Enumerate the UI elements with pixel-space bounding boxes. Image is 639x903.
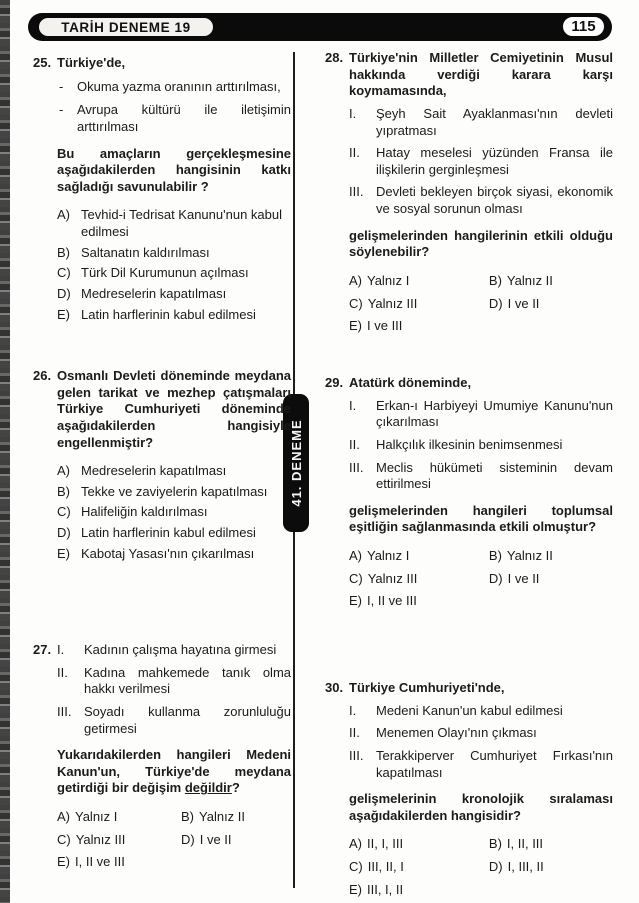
option-letter: A) [349,548,362,563]
option [349,548,489,565]
deneme-side-tab: 41. DENEME [283,394,309,532]
option-letter: C) [349,570,363,586]
question-29 [325,375,613,610]
options-list [57,207,291,323]
item-numeral: I. [57,642,65,657]
option-text: III, II, I [367,859,404,874]
item-numeral: II. [349,436,360,452]
option-text: Yalnız II [506,548,553,563]
question-lead: Osmanlı Devleti döneminde meydana gelen tarikat ve mezhep çatışmaları Türkiye Cumhuriyeti döneminde aşağıdakilerden hangisiyle engellenmiştir? [57,368,291,450]
list-item [57,704,291,737]
option-letter: E) [57,545,70,561]
option [181,832,291,849]
option-letter: B) [488,836,502,852]
item-numeral: III. [349,747,364,763]
item-text: Erkan-ı Harbiyeyi Umumiye Kanunu'nun çıkarılması [376,397,613,430]
option-text: Yalnız III [75,831,126,847]
list-item [349,437,613,454]
question-stem: gelişmelerinden hangileri toplumsal eşitliğin sağlanmasında etkili olmuştur? [349,502,613,535]
question-lead: Atatürk döneminde, [349,375,472,390]
options-list [57,463,291,562]
item-text: Kadına mahkemede tanık olma hakkı verilmesi [84,664,291,697]
item-text: Menemen Olayı'nın çıkması [376,725,537,741]
option [57,504,291,521]
option-letter: B) [488,548,502,563]
item-text: Devleti bekleyen birçok siyasi, ekonomik ve sosyal sorunun olması [376,184,613,216]
option-letter: C) [57,265,71,281]
list-item [57,665,291,698]
option [489,859,613,876]
list-item [349,145,613,178]
option-letter: D) [57,285,71,301]
question-stem: gelişmelerinden hangilerinin etkili olduğu söylenebilir? [349,227,613,260]
option-letter: A) [57,463,70,479]
header-banner [28,13,612,41]
option-letter: C) [349,859,363,874]
item-numeral: III. [349,459,364,475]
stem-underlined-word: değildir [184,780,232,796]
question-stem: gelişmelerinin kronolojik sıralaması aşağıdakilerden hangisidir? [349,791,613,823]
option [181,809,291,826]
item-numeral: II. [349,145,360,161]
option [489,571,613,588]
option-text: I, III, II [507,859,544,874]
option-letter: D) [181,831,195,847]
list-item [349,703,613,720]
question-number: 27. [33,642,52,657]
option-letter: C) [57,831,71,847]
option [349,273,489,290]
option-letter: E) [349,881,362,897]
question-lead: Türkiye'de, [57,55,126,70]
item-numeral: II. [349,725,360,741]
option-text: Yalnız I [367,548,410,563]
option-text: I ve II [507,570,540,586]
option-text: I, II ve III [367,593,417,609]
option-text: Medreselerin kapatılması [81,463,227,479]
option-text: Tekke ve zaviyelerin kapatılması [81,483,268,499]
item-text: Medeni Kanun'un kabul edilmesi [376,702,563,718]
option-text: I ve II [199,831,232,847]
option-text: Kabotaj Yasası'nın çıkarılması [81,545,255,561]
binding-edge [0,0,10,903]
list-item [349,725,613,742]
option-letter: E) [349,318,362,334]
option-text: I, II ve III [75,854,125,870]
option [349,593,489,610]
item-text: Şeyh Sait Ayaklanması'nın devleti yıpratması [376,105,613,138]
option-text: Yalnız II [506,272,553,288]
bullet-item [57,79,291,96]
option-letter: B) [488,272,502,288]
option-letter: A) [349,272,362,288]
bullet-item [57,102,291,135]
option [349,836,489,853]
option [349,859,489,876]
question-stem [57,747,291,797]
option-letter: C) [349,295,363,311]
list-item [349,748,613,781]
exam-title: TARİH DENEME 19 [37,16,215,38]
item-text: Hatay meselesi yüzünden Fransa ile ilişkilerin gerginleşmesi [376,145,613,177]
option-letter: E) [349,593,362,609]
item-numeral: II. [57,664,68,680]
list-item [349,184,613,217]
option-text: Latin harflerinin kabul edilmesi [81,525,256,540]
option [489,296,613,313]
bullet-marker: - [59,78,64,94]
option [57,525,291,542]
option-letter: D) [488,859,503,874]
option-text: Latin harflerinin kabul edilmesi [81,306,256,322]
bullet-text: Okuma yazma oranının arttırılması, [77,78,281,94]
item-text: Terakkiperver Cumhuriyet Fırkası'nın kapatılması [376,747,613,780]
options-grid [57,809,291,871]
option-letter: D) [488,570,503,586]
option [57,832,181,849]
option-text: Saltanatın kaldırılması [81,244,210,260]
option-text: Yalnız I [367,272,410,288]
option-text: III, I, II [367,881,404,897]
page-number-badge: 115 [560,14,607,39]
option [57,286,291,303]
item-numeral: I. [349,105,357,121]
question-30 [325,680,613,898]
item-numeral: I. [349,702,357,718]
option [349,882,489,899]
question-lead: Türkiye Cumhuriyeti'nde, [349,680,505,695]
question-lead: Türkiye'nin Milletler Cemiyetinin Musul hakkında verdiği karara karşı koymamasında, [349,50,613,99]
list-item [57,642,291,659]
option [489,273,613,290]
item-text: Kadının çalışma hayatına girmesi [84,642,277,657]
option-letter: B) [57,244,70,260]
options-grid [349,548,613,610]
option [57,854,181,871]
options-grid [349,836,613,898]
option-text: Yalnız II [199,809,246,824]
stem-text: ? [231,780,240,796]
item-text: Halkçılık ilkesinin benimsenmesi [376,436,563,452]
question-28 [325,50,613,335]
option-text: Yalnız III [367,570,418,586]
option-text: I, II, III [506,836,544,852]
option [57,245,291,262]
option-letter: A) [57,809,70,824]
option [349,571,489,588]
list-item [349,460,613,493]
option [57,463,291,480]
item-numeral: III. [349,184,364,200]
list-item [349,398,613,431]
question-stem: Bu amaçların gerçekleşmesine aşağıdakilerden hangisinin katkı sağladığı savunulabilir ? [57,145,291,194]
option-text: II, I, III [367,836,404,852]
stem-text: Yukarıdakilerden hangileri Medeni Kanun'un, Türkiye'de meydana getirdiği bir değişim [57,747,291,796]
option-letter: E) [57,306,70,322]
option-letter: D) [57,525,71,540]
option-text: Tevhid-i Tedrisat Kanunu'nun kabul edilmesi [81,207,282,239]
item-numeral: III. [57,703,72,719]
option [57,546,291,563]
question-number: 30. [325,680,344,695]
option-text: I ve II [507,295,540,311]
bullet-text: Avrupa kültürü ile iletişimin arttırılması [77,102,291,134]
question-number: 26. [33,368,52,383]
option-letter: B) [181,809,195,824]
question-26 [33,368,291,566]
question-number: 25. [33,55,52,70]
option [489,548,613,565]
option [57,484,291,501]
question-25 [33,55,291,327]
option [57,307,291,324]
option-letter: B) [57,483,70,499]
option-letter: A) [349,836,362,852]
option [349,296,489,313]
option-text: Yalnız III [367,295,418,311]
option-text: Yalnız I [75,809,118,824]
item-text: Meclis hükümeti sisteminin devam ettirilmesi [376,459,613,492]
option-letter: D) [488,295,503,311]
question-27 [33,642,291,871]
option [57,265,291,282]
option-letter: C) [57,504,71,520]
option-text: Türk Dil Kurumunun açılması [81,265,249,281]
option-text: Halifeliğin kaldırılması [81,504,208,520]
question-number: 28. [325,50,344,65]
option [57,207,291,240]
bullet-marker: - [59,102,64,118]
option-text: I ve III [367,318,403,334]
item-text: Soyadı kullanma zorunluluğu getirmesi [84,703,291,736]
options-grid [349,273,613,335]
question-number: 29. [325,375,344,390]
option-text: Medreselerin kapatılması [81,285,227,301]
option-letter: E) [57,854,70,870]
option [57,809,181,826]
item-numeral: I. [349,397,357,413]
option-letter: A) [57,207,70,223]
option [349,318,489,335]
option [489,836,613,853]
list-item [349,106,613,139]
